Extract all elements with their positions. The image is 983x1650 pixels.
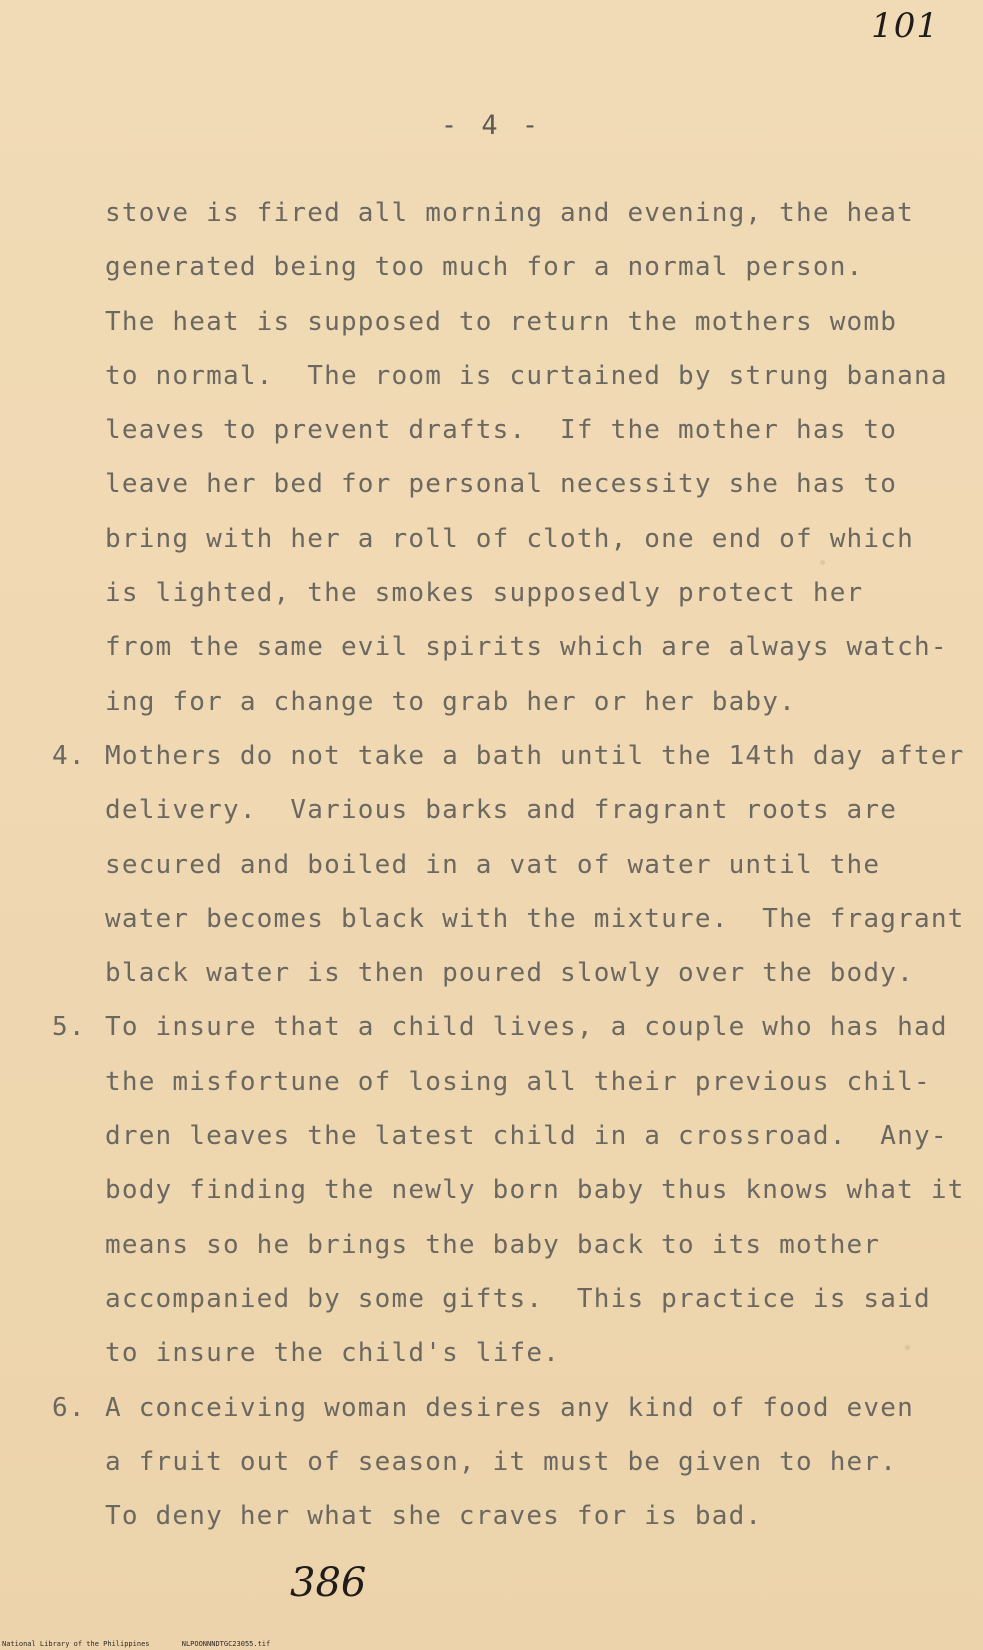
- line-text: dren leaves the latest child in a crossroad. Any-: [105, 1121, 948, 1152]
- text-line: [0, 620, 983, 674]
- text-line: [0, 729, 983, 783]
- text-line: [0, 457, 983, 511]
- text-line: [0, 946, 983, 1000]
- text-line: [0, 1489, 983, 1543]
- line-text: The heat is supposed to return the mothers womb: [105, 306, 898, 337]
- text-line: [0, 349, 983, 403]
- line-text: the misfortune of losing all their previous chil-: [105, 1066, 931, 1097]
- line-text: to normal. The room is curtained by strung banana: [105, 360, 948, 391]
- line-text: leaves to prevent drafts. If the mother has to: [105, 415, 898, 446]
- text-line: [0, 403, 983, 457]
- line-text: stove is fired all morning and evening, the heat: [105, 198, 914, 228]
- line-text: To deny her what she craves for is bad.: [105, 1501, 763, 1532]
- text-line: [0, 295, 983, 349]
- text-line: [0, 1326, 983, 1380]
- paper-smudge: [820, 560, 825, 565]
- line-text: secured and boiled in a vat of water until the: [105, 849, 881, 880]
- list-item-number: 5.: [52, 1012, 86, 1043]
- text-line: [0, 1109, 983, 1163]
- footer-file-name: NLPOONNNDTGC23055.tif: [181, 1640, 271, 1648]
- paper-smudge: [905, 1345, 910, 1350]
- line-text: Mothers do not take a bath until the 14th day after: [105, 740, 965, 771]
- text-line: [0, 892, 983, 946]
- typed-text-block: [0, 186, 983, 1543]
- text-line: [0, 1218, 983, 1272]
- line-text: ing for a change to grab her or her baby.: [105, 686, 796, 717]
- list-item-number: 4.: [52, 740, 86, 771]
- text-line: [0, 1055, 983, 1109]
- line-text: from the same evil spirits which are always watch-: [105, 632, 948, 663]
- line-text: body finding the newly born baby thus knows what it: [105, 1175, 965, 1206]
- text-line: [0, 566, 983, 620]
- text-line: [0, 675, 983, 729]
- line-text: delivery. Various barks and fragrant roots are: [105, 795, 898, 826]
- text-line: [0, 1272, 983, 1326]
- text-line: [0, 1435, 983, 1489]
- scan-footer: [2, 1640, 298, 1648]
- line-text: to insure the child's life.: [105, 1338, 561, 1369]
- line-text: accompanied by some gifts. This practice is said: [105, 1283, 931, 1314]
- footer-library-name: National Library of the Philippines: [2, 1640, 150, 1648]
- text-line: [0, 240, 983, 294]
- line-text: leave her bed for personal necessity she has to: [105, 469, 898, 500]
- text-line: [0, 838, 983, 892]
- line-text: generated being too much for a normal person.: [105, 252, 864, 283]
- paper-smudge: [620, 590, 624, 594]
- line-text: A conceiving woman desires any kind of food even: [105, 1392, 914, 1423]
- page-number: - 4 -: [440, 110, 543, 141]
- handwritten-folio-number: 101: [871, 6, 939, 46]
- line-text: bring with her a roll of cloth, one end of which: [105, 523, 914, 554]
- text-line: [0, 1000, 983, 1054]
- text-line: [0, 512, 983, 566]
- line-text: To insure that a child lives, a couple who has had: [105, 1012, 948, 1043]
- text-line: [0, 1163, 983, 1217]
- text-line: [0, 783, 983, 837]
- text-line: [0, 186, 983, 240]
- line-text: means so he brings the baby back to its mother: [105, 1229, 881, 1260]
- line-text: black water is then poured slowly over the body.: [105, 958, 914, 989]
- line-text: a fruit out of season, it must be given to her.: [105, 1446, 898, 1477]
- line-text: water becomes black with the mixture. The fragrant: [105, 903, 965, 934]
- text-line: [0, 1381, 983, 1435]
- line-text: is lighted, the smokes supposedly protect her: [105, 578, 864, 609]
- handwritten-tally: 386: [290, 1560, 367, 1606]
- list-item-number: 6.: [52, 1392, 86, 1423]
